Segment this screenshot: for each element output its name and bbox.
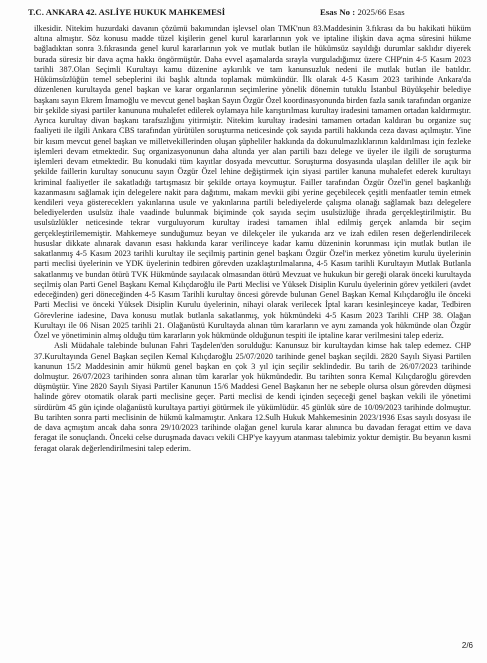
case-number (320, 7, 405, 17)
document-body (34, 24, 471, 454)
document-header (28, 7, 468, 21)
court-name: T.C. ANKARA 42. ASLİYE HUKUK MAHKEMESİ (28, 7, 226, 17)
case-number-label: Esas No : (320, 7, 356, 17)
case-number-value: 2025/66 Esas (357, 7, 405, 17)
paragraph-intervener-statement: Asli Müdahale talebinde bulunan Fahri Taşdelen'den sorulduğu: Kanunsuz bir kurultaydan kimse hak talep edemez. CHP 37.Kurultayında Genel Başkan seçilen Kemal Kılıçdaroğlu 25/07/2020 tarihinde genel başkan seçildi. 2820 Sayılı Siyasi Partilen kanunun 15/2 Maddesinin amir hükmü genel başkan en çok 3 yıl için seçilir seklindedir. Bu tarih de 26/07/2023 tarihinde dolmuştur. 26/07/2023 tarihinden sonra alınan tüm kararlar yok hükmündedir. Bu tarihten sonra Kemal Kılıçdaroğlu görevden düşmüştür. Yine 2820 Sayılı Siyasi Partiler Kanunun 15/6 Maddesi Genel Başkanın her ne sebeple olursa olsun görevden düşmesi halinde görev otomatik olarak parti meclisine geçer. Parti meclisi de kendi içinden seçeceği genel başkan vekili ile yönetimi sürdürüm 45 gün içinde olağanüstü kurultaya partiyi götürmek ile yükümlüdür. 45 günlük süre de 10/09/2023 tarihinde dolmuştur. Bu tarihten sonra parti meclisinin de hükmü kalmamıştır. Ankara 12.Sulh Hukuk Mahkemesinin 2023/1936 Esas sayılı dosyası ile de dava açmıştım ancak daha sonra 29/10/2023 tarihinde olağan genel kurula karar alınınca bu davadan feragat ettim ve dava feragat ile sonuçlandı. Önceki celse duruşmada davacı vekili CHP'ye kayyum atanması talebimiz yoktur demiştir. Bu beyanın kısmi feragat olarak değerlendirilmesini talep ederim. (34, 341, 471, 453)
page-number: 2/6 (461, 641, 473, 650)
paragraph-plaintiff-statement: ilkesidir. Nitekim huzurdaki davanın çözümü bakımından işlevsel olan TMK'nun 83.Maddesinin 3.fıkrası da bu hakikati hüküm altına almıştır. Söz konusu madde tüzel kişilerin genel kurul kararlarının yok ve iptaline ilişkin dava açma süresini hükme bağladıktan sonra 3.fıkrasında genel kurul kararlarının yok ve mutlak butlan ile hükümsüz sayıldığı durumlar saklıdır diyerek burada süresiz bir dava açma hakkı öngörmüştür. Daha evvel aşamalarda sırayla vurguladığımız üzere CHP'nin 4-5 Kasım 2023 tarihli 387.Olan Seçimli Kurultayı kamu düzenine aykırılık ve tam kanunsuzluk nedeni ile mutlak butlan ile batıldır. Hükümsüzlüğün temel sebeplerini iki başlık altında toplamak mümkündür. İlk olarak 4-5 Kasım 2023 tarihinde Ankara'da düzenlenen kurultayda genel başkan ve karar organlarının seçimlerine yönelik dönemin tutuklu İstanbul Büyükşehir belediye başkanı sayın Ekrem İmamoğlu ve mevcut genel başkan Sayın Özgür Özel koordinasyonunda birden fazla sanık tarafından organize bir şekilde siyasi partiler kanununa muhalefet edilerek oylamaya hile karıştırılması kurultay iradesini tamamen ortadan kaldırmıştır. Ayrıca kurultay divan başkanı tarafsızlığını yitirmiştir. Nitekim kurultay iradesini tamamen ortadan kaldıran bu organize suç faaliyeti ile ilgili Ankara CBS tarafından yürütülen soruşturma neticesinde çok sayıda partili hakkında ceza davası açılmıştır. Yine bir kısım mevcut genel başkan ve milletvekillerinden oluşan şüpheliler hakkında da dokunulmazlıklarının kaldırılması için fezleke işlemleri devam etmektedir. Suç organizasyonunun daha altında yer alan partili bazı delege ve üyeler ile ilgili de soruşturma işlemleri devam etmektedir. Bu konudaki tüm kayıtlar dosyada mevcuttur. Soruşturma dosyasında ulaşılan deliller ile açık bir şekilde faillerin kurultay sonucunu sayın Özgür Özel lehine değiştirmek için siyasi partiler kanuna muhalefet ederek kurultayı kriminal faaliyetler ile sakatladığı tartışmasız bir şekilde ortaya koymuştur. Failler tarafından Özgür Özel'in genel başkanlığı kazanmasını sağlamak için delegelere nakit para dağıtımı, makam mevkii gibi yerine geçebilecek çeşitli menfaatler temin etmek kendileri veya göstereceklerı yakınlarına usule ve yakınlarına partili belediyelerde çalışma olanağı sağlamak bazı delegelere belediyelerden usulsüz ihale vaadinde bulunmak biçiminde çok sayıda seçim usulsüzlüğe ihrada gerçekleştirilmiştir. Bu usulsüzlükler neticesinde tekrar vurguluyorum kurultay iradesi tamamen ihlal edilmiş gerçek anlamda bir seçim gerçekleştirilememiştir. Mahkemeye sunduğumuz beyan ve dilekçeler ile yukarıda arz ve izah edilen resen değerlendirilecek hususlar dikkate alınarak davanın esası hakkında karar verilinceye kadar kamu düzeninin korunması için mutlak butlan ile sakatlanmış 4-5 Kasım 2023 tarihli kurultay ile seçilmiş partinin genel başkanı Özgür Özel'in merkez yönetim kurulu üyelerinin parti meclisi üyelerinin ve YDK üyelerinin tedbiren görevden uzaklaştırılmalarına, 4-5 Kasım tarihli Kurultayın Mutlak Butlanla sakatlanmış ve bundan ötürü TVK Hükmünde sayılacak olmasından ötürü Mevzuat ve hukukun bir gereği olarak önceki kurultayda seçilmiş olan Parti Genel Başkanı Kemal Kılıçdaroğlu ile Parti Meclisi ve Yüksek Disiplin Kurulu üyelerinin görev yetkileri (avdet edeceğinden) geri döneceğinden 4-5 Kasım Tarihli kurultay öncesi görevde bulunan Genel Başkan Kemal Kılıçdaroğlu ile önceki Parti Meclisi ve önceki Yüksek Disiplin Kurulu üyelerinin, nihayi olarak verilecek İptal kararı kesinleşinceye kadar, Tedbiren Görevlerine iadesine, Dava konusu mutlak butlanla sakatlanmış, yok hükmündeki 4-5 Kasım 2023 Tarihli CHP 38. Olağan Kurultayı ile 06 Nisan 2025 tarihli 21. Olağanüstü Kurultayda alınan tüm kararların ve aynı zamanda yok hükmünde olan Özgür Özel ve yönetiminin almış olduğu tüm kararların yok hükmünde olduğunun tespiti ile iptaline karar verilmesini talep ederiz. (34, 24, 471, 341)
